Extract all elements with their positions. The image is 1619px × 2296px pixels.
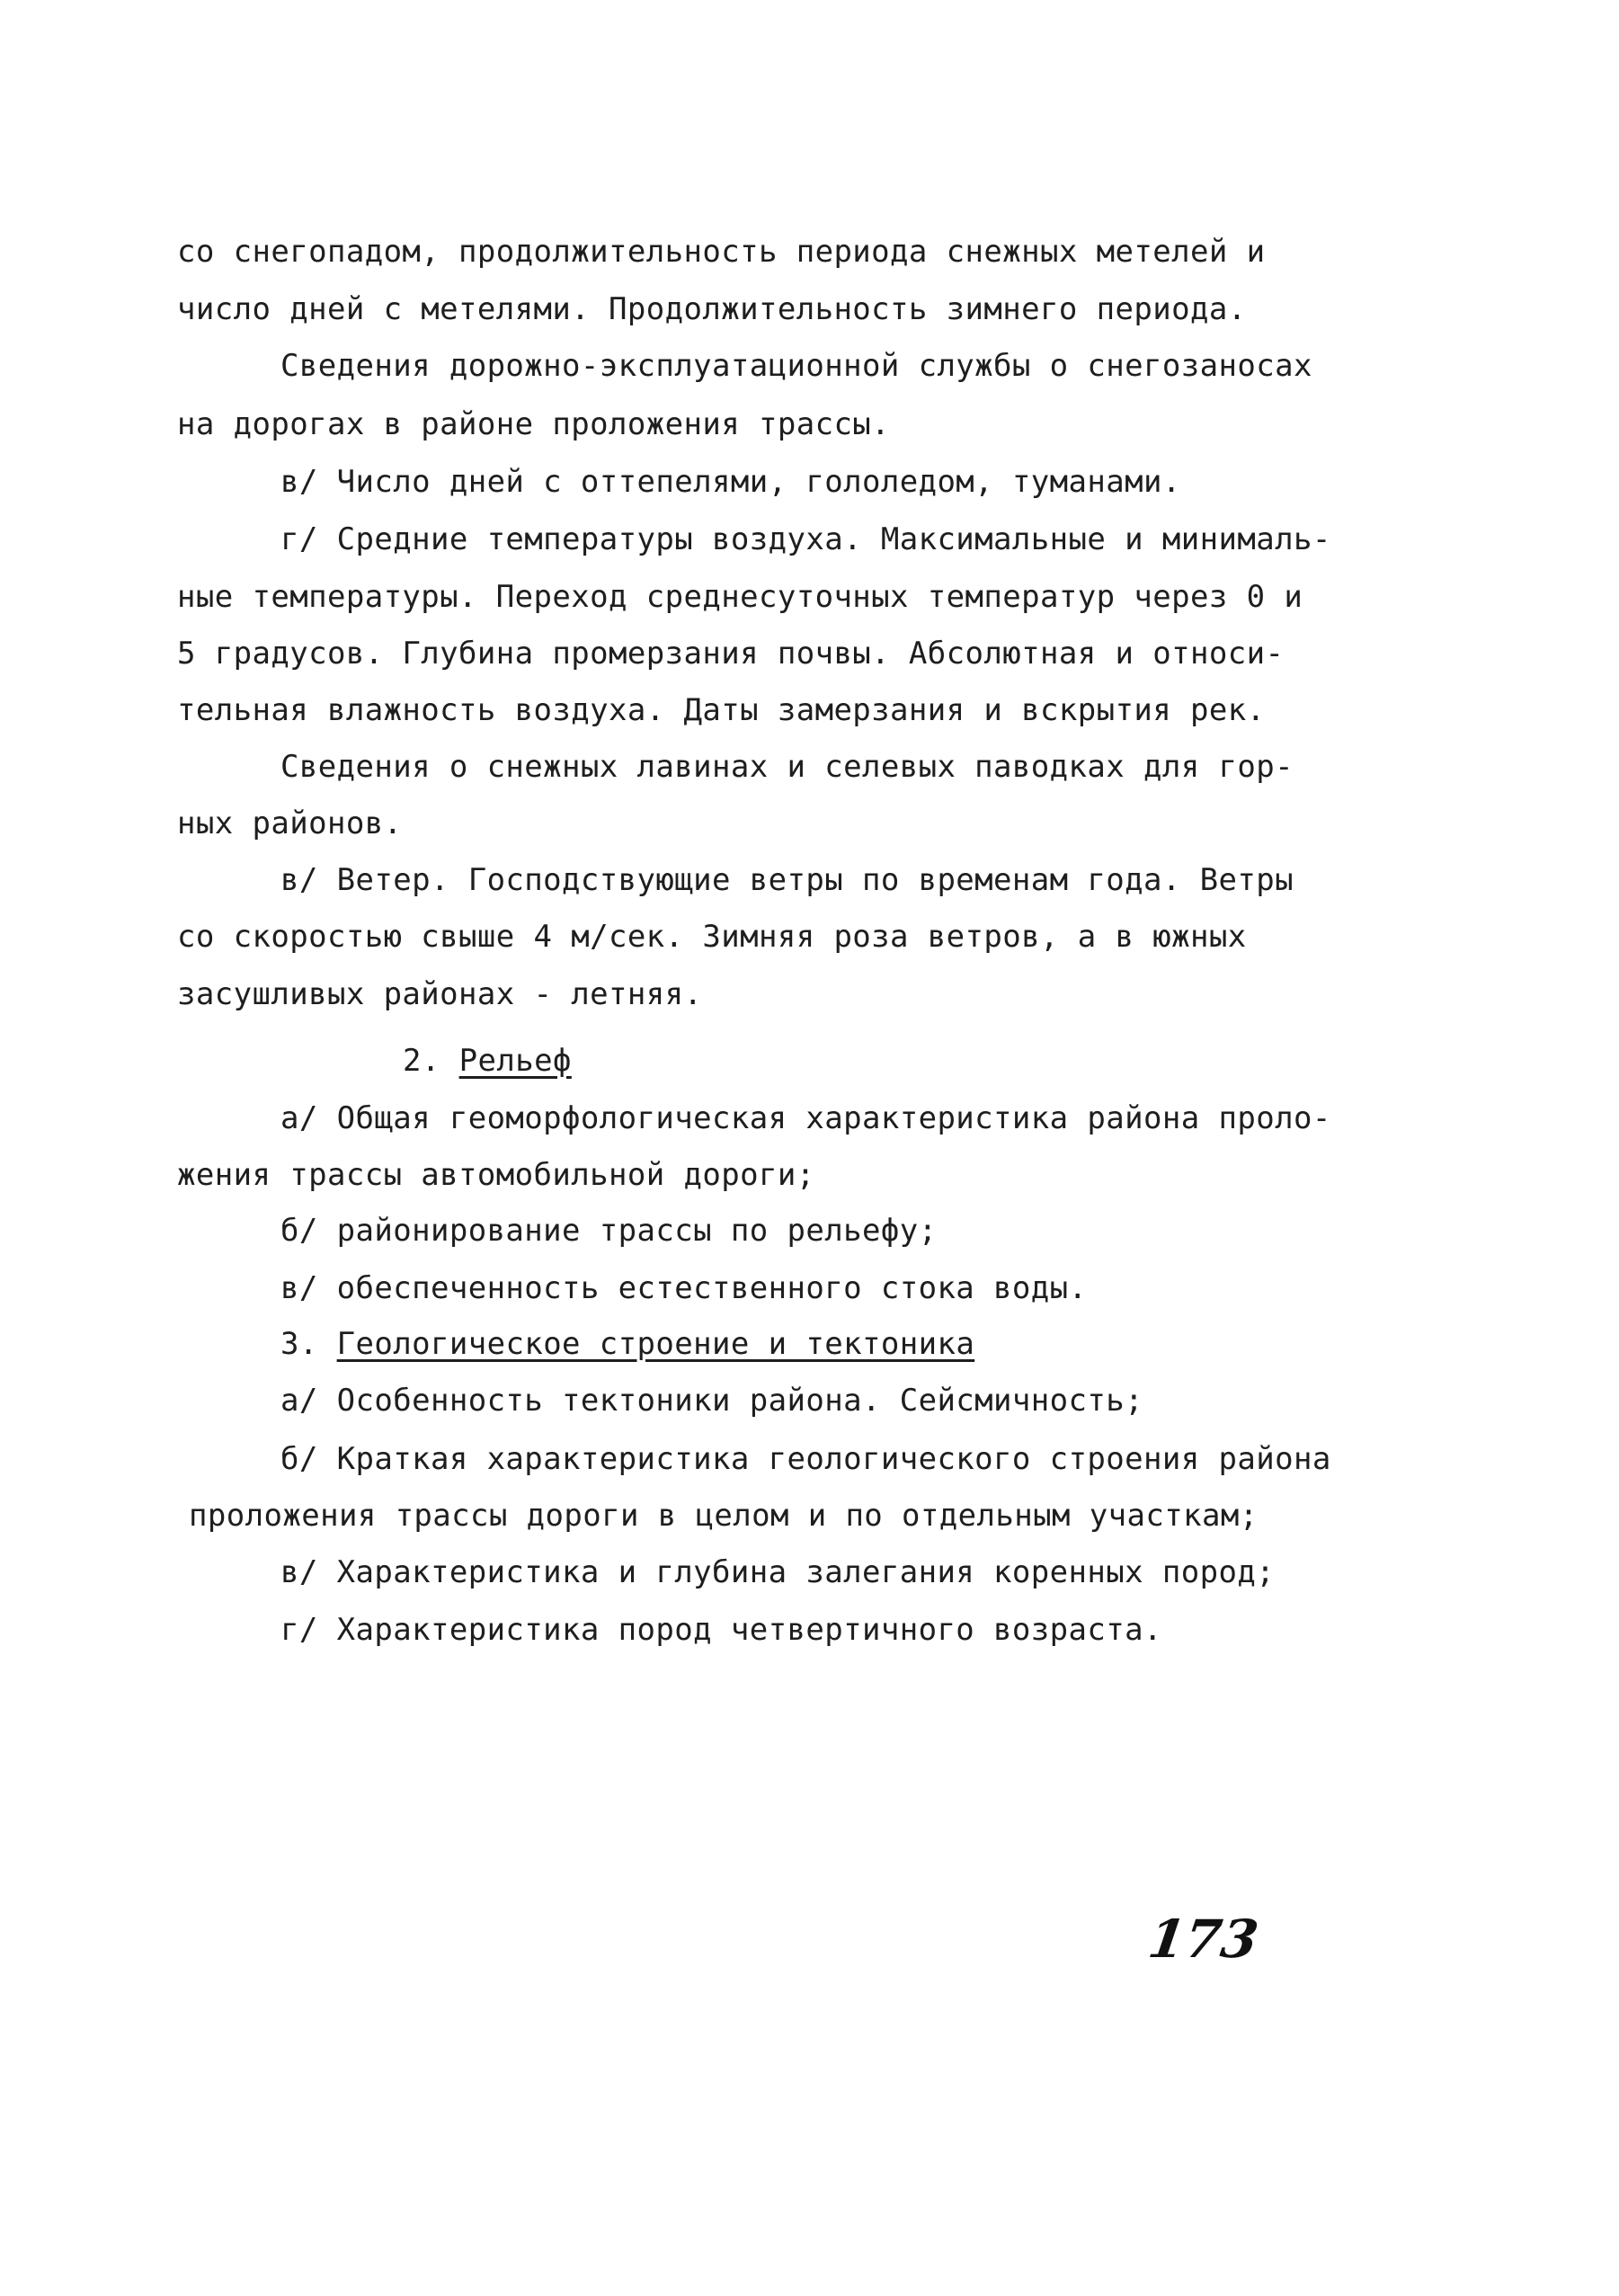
list-item: б/ районирование трассы по рельефу; xyxy=(280,1213,938,1249)
text-line: в/ Число дней с оттепелями, гололедом, туманами. xyxy=(280,464,1181,500)
text-line: со снегопадом, продолжительность периода снежных метелей и xyxy=(177,234,1266,270)
text-line: тельная влажность воздуха. Даты замерзания и вскрытия рек. xyxy=(177,692,1266,728)
list-item: жения трассы автомобильной дороги; xyxy=(177,1157,815,1193)
text-line: ные температуры. Переход среднесуточных температур через 0 и xyxy=(177,579,1303,615)
page-number: 173 xyxy=(1144,1909,1262,1970)
section-heading xyxy=(280,1326,975,1362)
list-item: г/ Характеристика пород четвертичного возраста. xyxy=(280,1612,1162,1648)
list-item: проложения трассы дороги в целом и по отдельным участкам; xyxy=(189,1498,1259,1534)
text-line: 5 градусов. Глубина промерзания почвы. Абсолютная и относи- xyxy=(177,636,1285,672)
list-item: в/ обеспеченность естественного стока воды. xyxy=(280,1270,1088,1306)
section-number: 3. xyxy=(280,1326,318,1362)
list-item: в/ Характеристика и глубина залегания коренных пород; xyxy=(280,1554,1276,1590)
section-title: Геологическое строение и тектоника xyxy=(336,1326,975,1362)
text-line: г/ Средние температуры воздуха. Максимальные и минималь- xyxy=(280,521,1331,557)
text-line: в/ Ветер. Господствующие ветры по временам года. Ветры xyxy=(280,862,1294,898)
text-line: засушливых районах - летняя. xyxy=(177,976,703,1012)
section-title: Рельеф xyxy=(458,1043,572,1079)
list-item: а/ Общая геоморфологическая характеристика района проло- xyxy=(280,1100,1331,1136)
list-item: а/ Особенность тектоники района. Сейсмичность; xyxy=(280,1383,1144,1419)
section-number: 2. xyxy=(403,1043,440,1079)
text-line: ных районов. xyxy=(177,805,403,841)
text-line: число дней с метелями. Продолжительность зимнего периода. xyxy=(177,291,1247,327)
text-line: со скоростью свыше 4 м/сек. Зимняя роза ветров, а в южных xyxy=(177,919,1247,955)
list-item: б/ Краткая характеристика геологического строения района xyxy=(280,1441,1331,1477)
text-line: на дорогах в районе проложения трассы. xyxy=(177,406,891,442)
section-heading xyxy=(403,1043,572,1079)
text-line: Сведения о снежных лавинах и селевых паводках для гор- xyxy=(280,749,1294,785)
text-line: Сведения дорожно-эксплуатационной службы о снегозаносах xyxy=(280,348,1312,384)
